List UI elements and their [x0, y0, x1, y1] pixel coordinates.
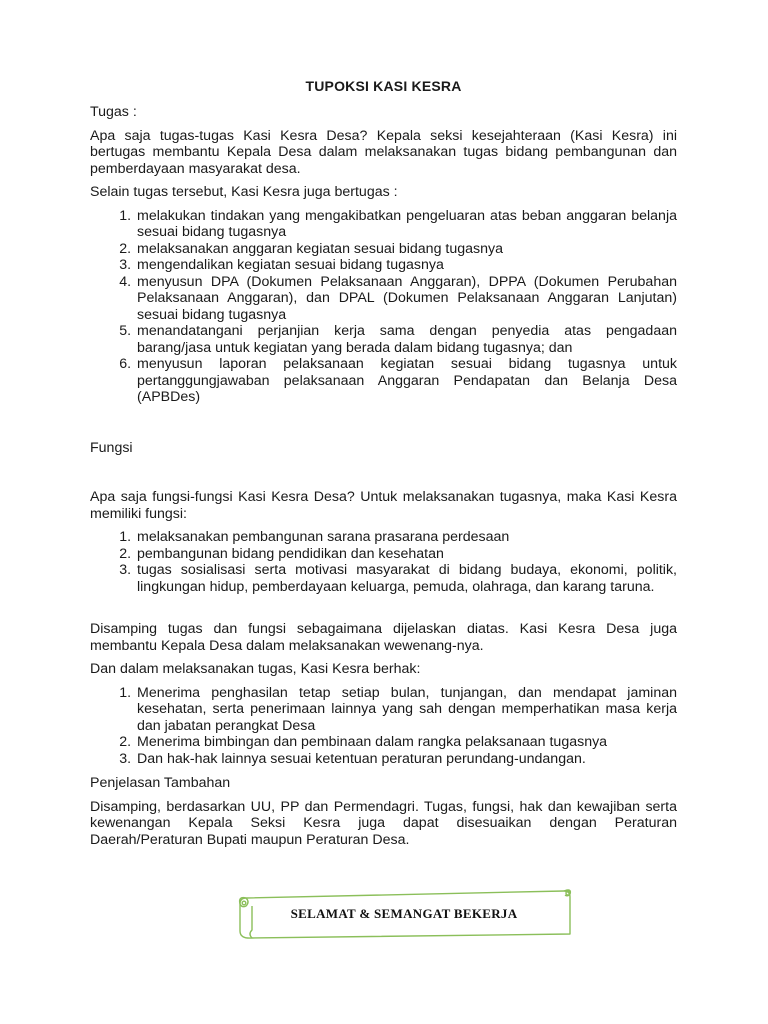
spacer — [90, 603, 677, 621]
tugas-intro: Apa saja tugas-tugas Kasi Kesra Desa? Kepala seksi kesejahteraan (Kasi Kesra) ini bertugas membantu Kepala Desa dalam melaksanakan tugas bidang pembangunan dan pemberdayaan masyarakat desa. — [90, 127, 677, 177]
list-item: 1. melaksanakan pembangunan sarana prasarana perdesaan — [135, 529, 677, 546]
tambahan-text: Disamping, berdasarkan UU, PP dan Permendagri. Tugas, fungsi, hak dan kewajiban serta kewenangan Kepala Seksi Kesra juga dapat disesuaikan dengan Peraturan Daerah/Peraturan Bupati maupun Peraturan Desa. — [90, 798, 677, 848]
spacer — [90, 414, 677, 440]
list-item: 3. Dan hak-hak lainnya sesuai ketentuan peraturan perundang-undangan. — [135, 751, 677, 768]
fungsi-intro: Apa saja fungsi-fungsi Kasi Kesra Desa? Untuk melaksanakan tugasnya, maka Kasi Kesra memiliki fungsi: — [90, 489, 677, 522]
list-item: 2. Menerima bimbingan dan pembinaan dalam rangka pelaksanaan tugasnya — [135, 734, 677, 751]
spacer — [90, 463, 677, 489]
banner-text: SELAMAT & SEMANGAT BEKERJA — [290, 906, 518, 921]
list-item: 3. tugas sosialisasi serta motivasi masyarakat di bidang budaya, ekonomi, politik, lingkungan hidup, pemberdayaan keluarga, pemuda, olahraga, dan karang taruna. — [135, 562, 677, 595]
list-item: 3. mengendalikan kegiatan sesuai bidang tugasnya — [135, 257, 677, 274]
fungsi-heading: Fungsi — [90, 439, 133, 456]
list-item: 1. melakukan tindakan yang mengakibatkan pengeluaran atas beban anggaran belanja sesuai bidang tugasnya — [135, 208, 677, 241]
wewenang-intro: Disamping tugas dan fungsi sebagaimana dijelaskan diatas. Kasi Kesra Desa juga membantu Kepala Desa dalam melaksanakan wewenang-nya. — [90, 621, 677, 654]
tugas-heading: Tugas : — [90, 104, 137, 120]
closing-banner — [232, 886, 576, 942]
hak-list — [90, 685, 677, 768]
fungsi-list — [90, 529, 677, 595]
list-item: 4. menyusun DPA (Dokumen Pelaksanaan Anggaran), DPPA (Dokumen Perubahan Pelaksanaan Anggaran), dan DPAL (Dokumen Pelaksanaan Anggaran Lanjutan) sesuai bidang tugasnya — [135, 274, 677, 324]
list-item: 2. melaksanakan anggaran kegiatan sesuai bidang tugasnya — [135, 241, 677, 258]
wewenang-lead: Dan dalam melaksanakan tugas, Kasi Kesra berhak: — [90, 661, 421, 677]
list-item: 2. pembangunan bidang pendidikan dan kesehatan — [135, 546, 677, 563]
list-item: 6. menyusun laporan pelaksanaan kegiatan sesuai bidang tugasnya untuk pertanggungjawaban pelaksanaan Anggaran Pendapatan dan Belanja Desa (APBDes) — [135, 356, 677, 406]
tambahan-heading: Penjelasan Tambahan — [90, 775, 231, 791]
list-item: 5. menandatangani perjanjian kerja sama dengan penyedia atas pengadaan barang/jasa untuk kegiatan yang berada dalam bidang tugasnya; dan — [135, 323, 677, 356]
tugas-lead: Selain tugas tersebut, Kasi Kesra juga bertugas : — [90, 184, 398, 200]
document-page — [90, 78, 677, 855]
list-item: 1. Menerima penghasilan tetap setiap bulan, tunjangan, dan mendapat jaminan kesehatan, serta penerimaan lainnya yang sah dengan memperhatikan masa kerja dan jabatan perangkat Desa — [135, 685, 677, 735]
tugas-list — [90, 208, 677, 406]
page-title: TUPOKSI KASI KESRA — [305, 78, 462, 94]
